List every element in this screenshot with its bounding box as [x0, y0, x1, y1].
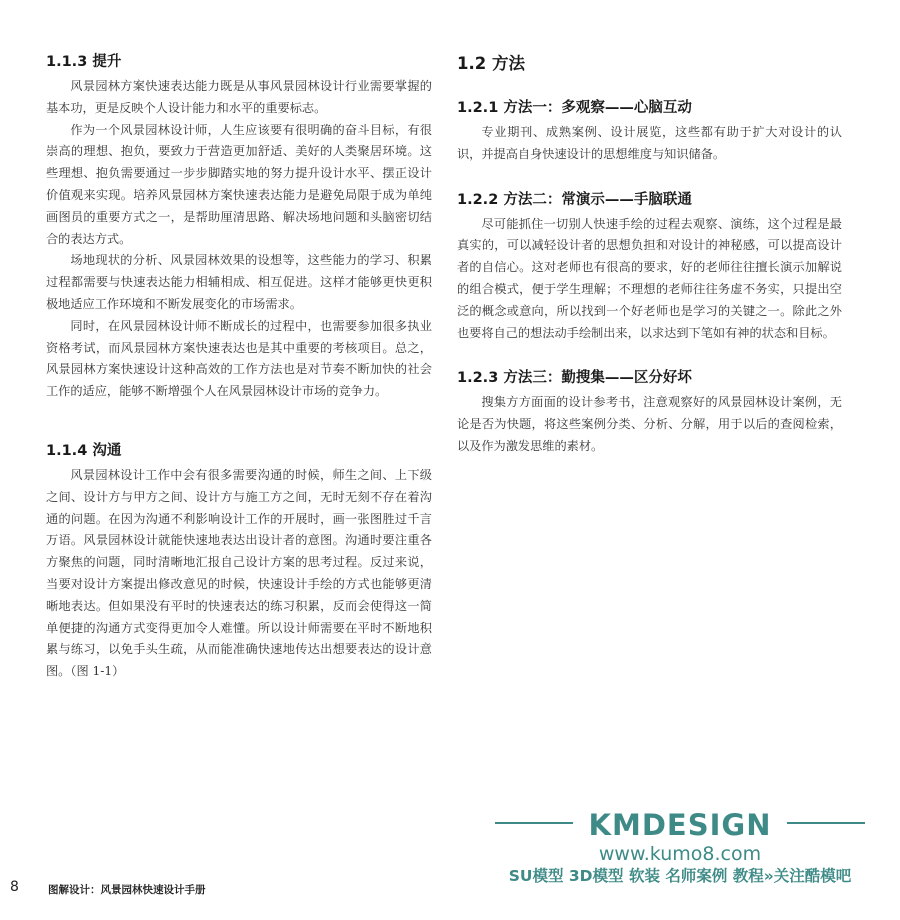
paragraph: 风景园林设计工作中会有很多需要沟通的时候，师生之间、上下级之间、设计方与甲方之间、设计方与施工方之间，无时无刻不存在着沟通的问题。在因为沟通不利影响设计工作的开展时，画一张图胜过千言万语。风景园林设计就能快速地表达出设计者的意图。沟通时要注重各方聚焦的问题，同时清晰地汇报自己设计方案的思考过程。反过来说，当要对设计方案提出修改意见的时候，快速设计手绘的方式也能够更清晰地表达。但如果没有平时的快速表达的练习积累，反而会使得这一简单便捷的沟通方式变得更加令人难懂。所以设计师需要在平时不断地积累与练习，以免手头生疏，从而能准确快速地传达出想要表达的设计意图。（图 1-1）	[46, 467, 432, 679]
section-1-1-4	[46, 441, 432, 683]
section-1-2-3	[457, 368, 842, 457]
section-1-2-2	[457, 190, 842, 345]
section-heading: 1.2.2 方法二：常演示——手脑联通	[457, 191, 692, 208]
section-heading: 1.1.3 提升	[46, 54, 122, 70]
watermark-tagline: SU模型 3D模型 软装 名师案例 教程»关注酷模吧	[508, 867, 852, 885]
page-number: 8	[10, 879, 19, 895]
paragraph: 作为一个风景园林设计师，人生应该要有很明确的奋斗目标，有很崇高的理想、抱负，要致力于营造更加舒适、美好的人类聚居环境。这些理想、抱负需要通过一步步脚踏实地的努力提升设计水平、摆正设计价值观来实现。培养风景园林方案快速表达能力是避免局限于成为单纯画图员的重要方式之一，是帮助厘清思路、解决场地问题和头脑密切结合的表达方式。	[46, 122, 432, 246]
paragraph: 场地现状的分析、风景园林效果的设想等，这些能力的学习、积累过程都需要与快速表达能力相辅相成、相互促进。这样才能够更快更积极地适应工作环境和不断发展变化的市场需求。	[46, 253, 432, 311]
watermark-divider-right	[787, 822, 865, 824]
section-1-2-1	[457, 98, 842, 166]
paragraph: 专业期刊、成熟案例、设计展览，这些都有助于扩大对设计的认识，并提高自身快速设计的思想维度与知识储备。	[457, 125, 842, 161]
chapter-heading: 1.2 方法	[457, 54, 525, 73]
section-heading: 1.2.3 方法三：勤搜集——区分好坏	[457, 370, 692, 387]
right-column	[457, 52, 842, 458]
left-column	[46, 52, 432, 683]
watermark-site: www.kumo8.com	[598, 843, 762, 865]
paragraph: 同时，在风景园林设计师不断成长的过程中，也需要参加很多执业资格考试，而风景园林方案快速表达也是其中重要的考核项目。总之，风景园林方案快速设计这种高效的工作方法也是对节奏不断加快的社会工作的适应，能够不断增强个人在风景园林设计市场的竞争力。	[46, 318, 432, 399]
section-1-1-3	[46, 52, 432, 403]
watermark-brand: KMDESIGN	[588, 808, 772, 842]
watermark	[495, 808, 865, 887]
section-heading: 1.2.1 方法一：多观察——心脑互动	[457, 100, 692, 116]
book-title: 图解设计：风景园林快速设计手册	[48, 884, 206, 896]
watermark-brand-row	[495, 808, 865, 842]
paragraph: 搜集方方面面的设计参考书，注意观察好的风景园林设计案例，无论是否为快题，将这些案例分类、分析、分解，用于以后的查阅检索，以及作为激发思维的素材。	[457, 395, 842, 453]
paragraph: 风景园林方案快速表达能力既是从事风景园林设计行业需要掌握的基本功，更是反映个人设计能力和水平的重要标志。	[46, 79, 432, 115]
section-heading: 1.1.4 沟通	[46, 442, 122, 459]
paragraph: 尽可能抓住一切别人快速手绘的过程去观察、演练，这个过程是最真实的，可以减轻设计者的思想负担和对设计的神秘感，可以提高设计者的自信心。这对老师也有很高的要求，好的老师往往擅长演示加解说的组合模式，便于学生理解；不理想的老师往往务虚不务实，只提出空泛的概念或意向，所以找到一个好老师也是学习的关键之一。除此之外也要将自己的想法动手绘制出来，以求达到下笔如有神的状态和目标。	[457, 216, 842, 340]
